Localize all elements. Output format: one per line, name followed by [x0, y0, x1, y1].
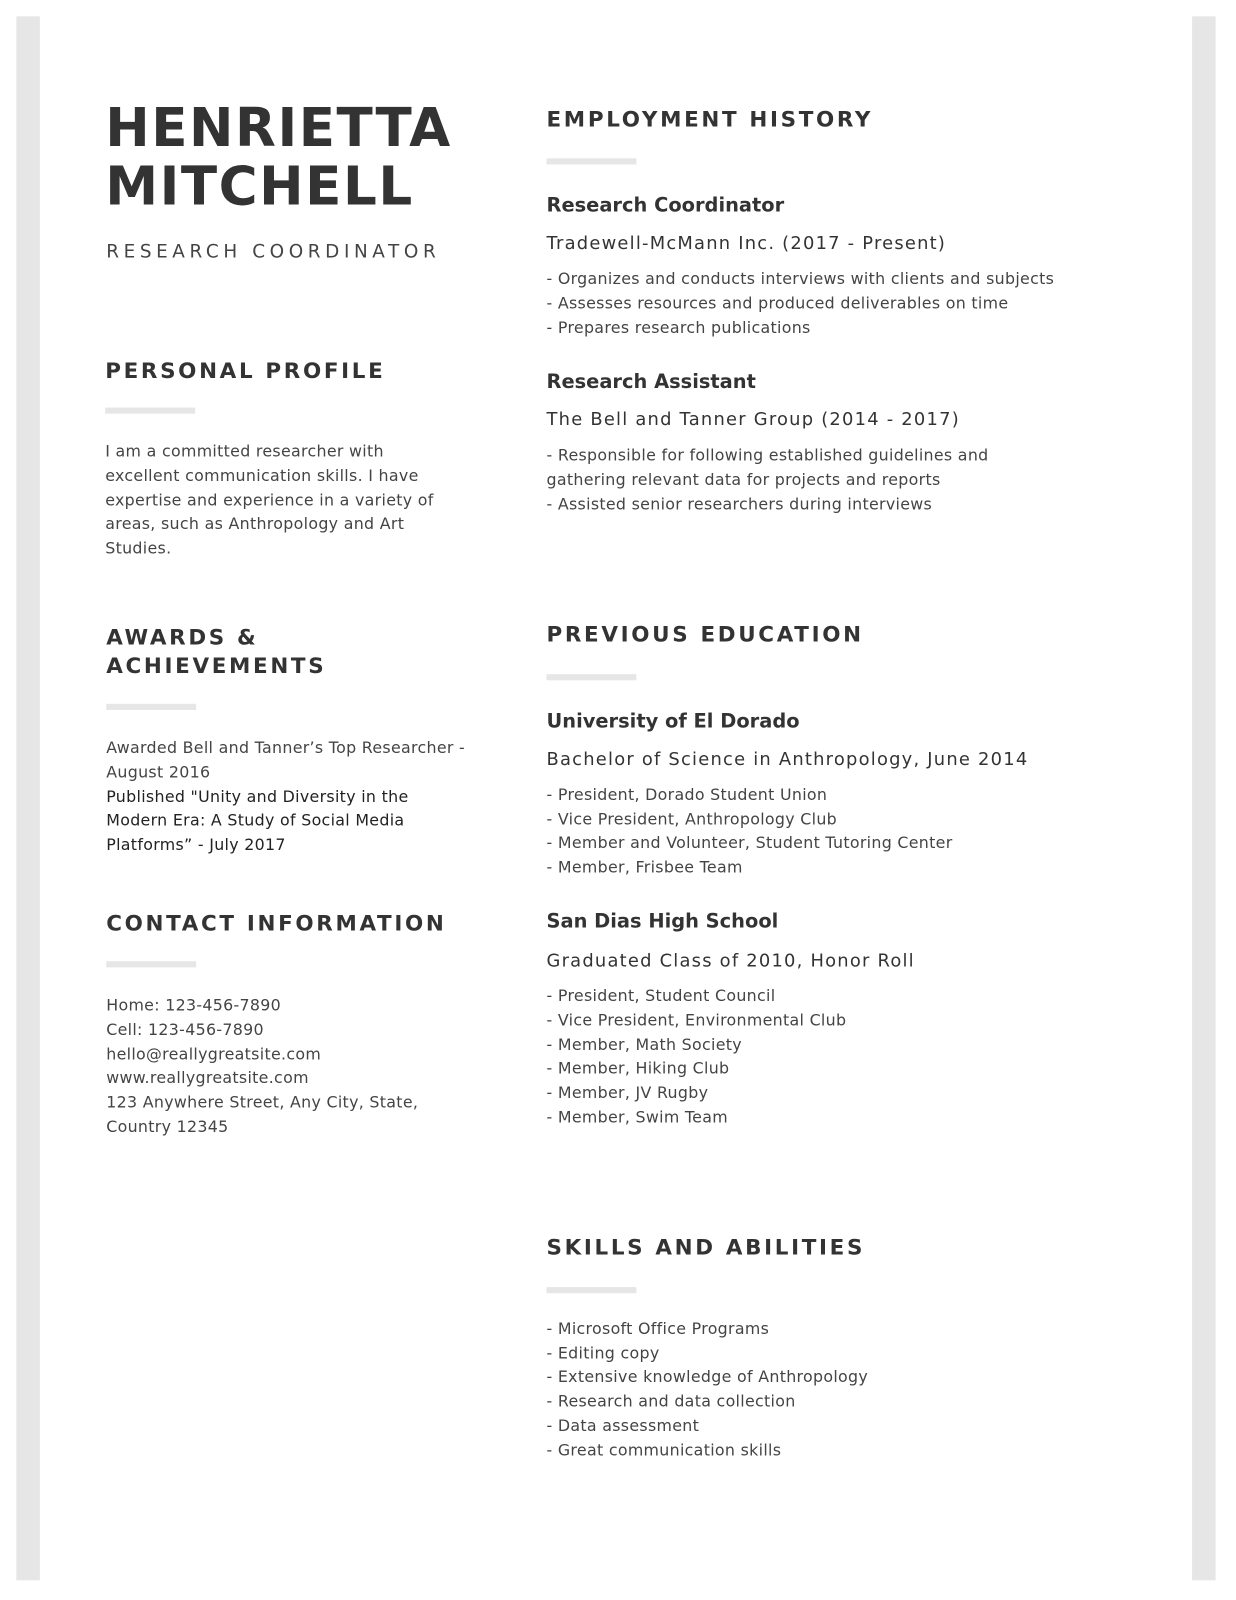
job-org-1: Tradewell-McMann Inc. (2017 - Present) — [546, 233, 947, 255]
full-name — [105, 100, 524, 216]
profile-heading: PERSONAL PROFILE — [105, 358, 386, 384]
skill-item: - Data assessment — [546, 1416, 700, 1436]
job-title: RESEARCH COORDINATOR — [106, 241, 441, 263]
skills-rule — [547, 1287, 637, 1293]
education-rule — [547, 674, 637, 680]
job-title-1: Research Coordinator — [546, 194, 785, 217]
skill-item: - Microsoft Office Programs — [546, 1319, 770, 1338]
name-line-1: HENRIETTA — [105, 98, 452, 160]
job-org-2: The Bell and Tanner Group (2014 - 2017) — [546, 410, 960, 431]
job-bullets-1 — [547, 268, 1180, 341]
school-bullet: - Member, Math Society — [546, 1035, 742, 1054]
school-bullet: - Member and Volunteer, Student Tutoring Center — [546, 833, 953, 853]
awards-heading-line-2: ACHIEVEMENTS — [106, 653, 327, 679]
skill-item: - Extensive knowledge of Anthropology — [546, 1368, 869, 1387]
skill-item: - Editing copy — [546, 1343, 660, 1363]
left-column — [105, 100, 524, 1140]
contact-website[interactable]: www.reallygreatsite.com — [106, 1068, 309, 1088]
award-item: Published "Unity and Diversity in the Modern Era: A Study of Social Media Platforms” - July 2017 — [106, 787, 409, 855]
school-bullets-1 — [547, 783, 1180, 880]
awards-heading — [106, 623, 525, 680]
skill-item: - Great communication skills — [546, 1441, 782, 1460]
job-bullet: - Responsible for following established guidelines and gathering relevant data for projects and reports — [546, 446, 989, 490]
right-column — [547, 105, 1180, 1463]
school-bullet: - Vice President, Anthropology Club — [546, 809, 838, 829]
contact-heading: CONTACT INFORMATION — [106, 911, 447, 936]
employment-rule — [547, 158, 637, 164]
skill-item: - Research and data collection — [546, 1392, 796, 1411]
education-heading: PREVIOUS EDUCATION — [546, 621, 864, 647]
school-degree-1: Bachelor of Science in Anthropology, June 2014 — [546, 749, 1029, 770]
awards-rule — [106, 704, 196, 710]
contact-home-phone: Home: 123-456-7890 — [106, 995, 282, 1015]
contact-address: 123 Anywhere Street, Any City, State, Country 12345 — [106, 1093, 419, 1136]
left-border-bar — [16, 16, 39, 1580]
school-bullet: - Member, JV Rugby — [546, 1083, 709, 1103]
profile-rule — [105, 408, 195, 414]
school-bullet: - Member, Swim Team — [546, 1108, 728, 1127]
job-bullet: - Assisted senior researchers during interviews — [546, 495, 933, 514]
profile-text: I am a committed researcher with excellent communication skills. I have expertise and experience in a variety of areas, such as Anthropology and Art Studies. — [105, 442, 434, 558]
contact-email[interactable]: hello@reallygreatsite.com — [106, 1044, 322, 1063]
right-border-bar — [1192, 16, 1215, 1580]
name-line-2: MITCHELL — [105, 156, 414, 218]
job-bullet: - Assesses resources and produced deliverables on time — [546, 293, 1009, 313]
school-bullet: - Member, Hiking Club — [546, 1059, 730, 1079]
job-bullet: - Organizes and conducts interviews with clients and subjects — [546, 269, 1055, 289]
school-bullet: - President, Dorado Student Union — [546, 785, 828, 804]
school-bullet: - Vice President, Environmental Club — [546, 1011, 847, 1030]
awards-heading-line-1: AWARDS & — [106, 625, 259, 650]
school-bullets-2 — [547, 985, 1180, 1131]
awards-list — [106, 736, 474, 858]
employment-heading: EMPLOYMENT HISTORY — [546, 107, 874, 132]
school-degree-2: Graduated Class of 2010, Honor Roll — [546, 950, 915, 972]
job-title-2: Research Assistant — [546, 371, 756, 394]
school-bullet: - Member, Frisbee Team — [546, 858, 743, 877]
skills-heading: SKILLS AND ABILITIES — [546, 1234, 866, 1260]
award-item: Awarded Bell and Tanner’s Top Researcher - August 2016 — [106, 738, 466, 782]
contact-list — [106, 994, 474, 1140]
job-bullets-2 — [547, 445, 1017, 518]
school-bullet: - President, Student Council — [546, 986, 776, 1006]
job-bullet: - Prepares research publications — [546, 318, 811, 337]
skills-list — [547, 1317, 1180, 1463]
contact-rule — [106, 961, 196, 967]
school-name-1: University of El Dorado — [546, 709, 800, 733]
contact-cell-phone: Cell: 123-456-7890 — [106, 1020, 264, 1039]
school-name-2: San Dias High School — [546, 910, 779, 933]
